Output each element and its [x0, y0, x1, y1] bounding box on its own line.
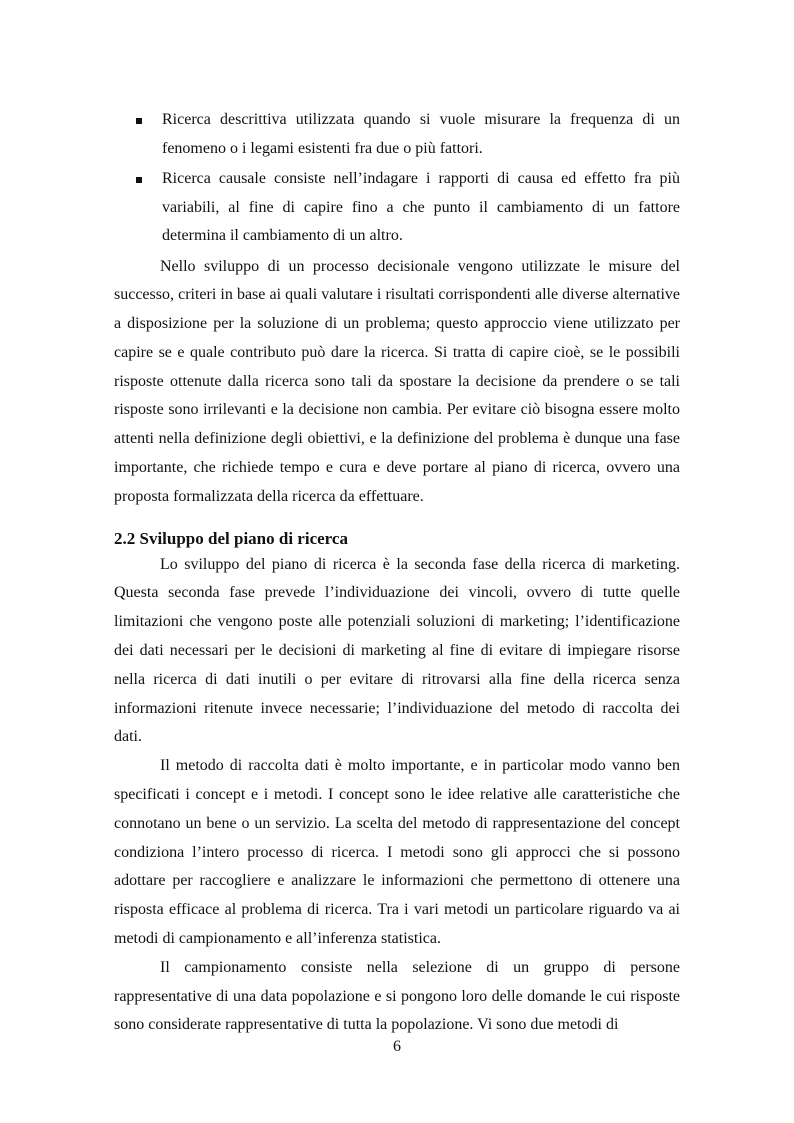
bullet-text: Ricerca causale consiste nell’indagare i rapporti di causa ed effetto fra più variabili, al fine di capire fino a che punto il cambiamento di un fattore determina il cambiamento di un altro. [162, 170, 680, 244]
bullet-list [114, 106, 680, 251]
bullet-text: Ricerca descrittiva utilizzata quando si vuole misurare la frequenza di un fenomeno o i legami esistenti fra due o più fattori. [162, 111, 680, 157]
page-number: 6 [393, 1038, 401, 1055]
page-content [114, 106, 680, 1040]
paragraph-sampling: Il campionamento consiste nella selezione di un gruppo di persone rappresentative di una data popolazione e si pongono loro delle domande le cui risposte sono considerate rappresentative di tutta la popolazione. Vi sono due metodi di [114, 958, 680, 1034]
bullet-item [114, 106, 680, 163]
paragraph-decision-process: Nello sviluppo di un processo decisionale vengono utilizzate le misure del successo, criteri in base ai quali valutare i risultati corrispondenti alle diverse alternative a disposizione per la soluzione di un problema; questo approccio viene utilizzato per capire se e quale contributo può dare la ricerca. Si tratta di capire cioè, se le possibili risposte ottenute dalla ricerca sono tali da spostare la decisione da prendere o se tali risposte sono irrilevanti e la decisione non cambia. Per evitare ciò bisogna essere molto attenti nella definizione degli obiettivi, e la definizione del problema è dunque una fase importante, che richiede tempo e cura e deve portare al piano di ricerca, ovvero una proposta formalizzata della ricerca da effettuare. [114, 257, 680, 505]
paragraph-plan-development: Lo sviluppo del piano di ricerca è la seconda fase della ricerca di marketing. Questa seconda fase prevede l’individuazione dei vincoli, ovvero di tutte quelle limitazioni che vengono poste alle potenziali soluzioni di marketing; l’identificazione dei dati necessari per le decisioni di marketing al fine di evitare di impiegare risorse nella ricerca di dati inutili o per evitare di ritrovarsi alla fine della ricerca senza informazioni ritenute invece necessarie; l’individuazione del metodo di raccolta dei dati. [114, 555, 680, 746]
paragraph-data-collection: Il metodo di raccolta dati è molto importante, e in particolar modo vanno ben specificati i concept e i metodi. I concept sono le idee relative alle caratteristiche che connotano un bene o un servizio. La scelta del metodo di rappresentazione del concept condiziona l’intero processo di ricerca. I metodi sono gli approcci che si possono adottare per raccogliere e analizzare le informazioni che permettono di ottenere una risposta efficace al problema di ricerca. Tra i vari metodi un particolare riguardo va ai metodi di campionamento e all’inferenza statistica. [114, 757, 680, 948]
square-bullet-icon [136, 118, 142, 124]
square-bullet-icon [136, 177, 142, 183]
section-heading: 2.2 Sviluppo del piano di ricerca [114, 528, 348, 548]
bullet-item [114, 165, 680, 251]
